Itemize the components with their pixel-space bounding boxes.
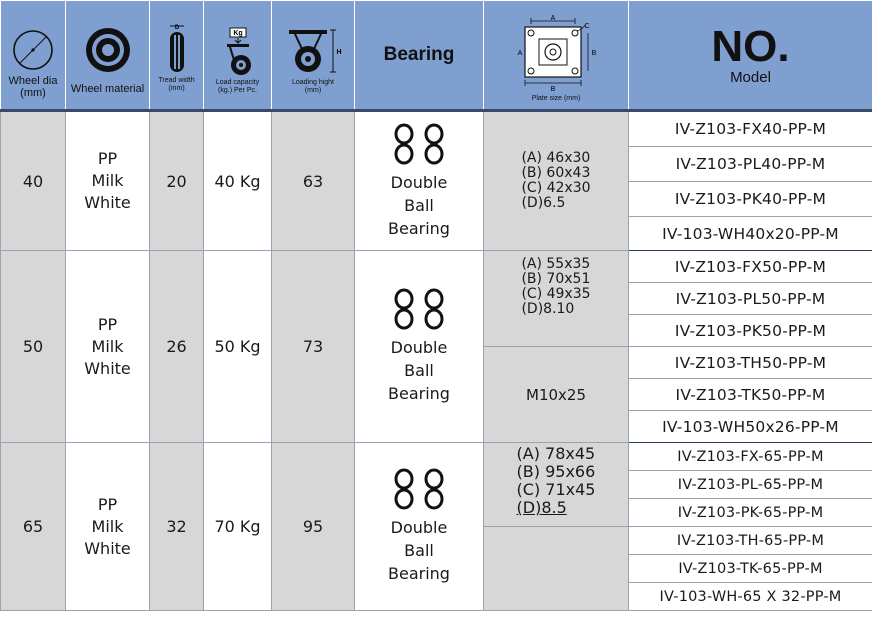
header-row (1, 1, 872, 111)
model-number: IV-103-WH50x26-PP-M (629, 411, 872, 443)
wheel-material-icon (83, 25, 133, 75)
material-name: PP (97, 149, 118, 168)
tread-icon-letter: D (174, 25, 179, 31)
loading-height-cell: 73 (272, 251, 355, 443)
bearing-cell (355, 111, 484, 251)
model-number: IV-Z103-FX40-PP-M (629, 111, 872, 147)
header-load-capacity-unit: (kg.) Per Pc. (218, 87, 257, 94)
header-tread-width-unit: (mm) (168, 85, 185, 92)
plate-size-cell (484, 111, 629, 251)
header-wheel-dia-label: Wheel dia (8, 75, 58, 87)
header-model-number (629, 1, 872, 111)
header-plate-size (484, 1, 629, 111)
tread-width-cell: 32 (150, 443, 204, 611)
header-tread-width (150, 1, 204, 111)
load-capacity-icon (218, 27, 258, 77)
header-wheel-dia (1, 1, 66, 111)
plate-size-empty-cell (484, 527, 629, 611)
plate-dim-d: (D)6.5 (521, 195, 566, 211)
model-number: IV-Z103-PL-65-PP-M (629, 471, 872, 499)
header-plate-size-label: Plate size (mm) (531, 95, 581, 102)
material-color: Milk White (84, 336, 131, 378)
material-name: PP (97, 494, 118, 514)
tread-width-cell: 26 (150, 251, 204, 443)
header-wheel-material (66, 1, 150, 111)
plate-dim-d: (D)8.5 (516, 498, 567, 517)
loading-height-cell: 63 (272, 111, 355, 251)
plate-size-cell (484, 443, 629, 527)
header-wheel-material-label: Wheel material (70, 83, 145, 95)
tread-width-cell: 20 (150, 111, 204, 251)
plate-dim-b: (B) 95x66 (516, 462, 596, 481)
header-loading-height-unit: (mm) (304, 87, 322, 94)
wheel-dia-cell: 40 (1, 111, 66, 251)
loading-height-icon (283, 27, 343, 77)
tread-width-icon (162, 23, 192, 73)
plate-dim-b: (B) 60x43 (521, 165, 591, 181)
plate-letter-b-bottom: B (550, 86, 556, 93)
bearing-line-2: Ball (404, 195, 434, 215)
header-tread-width-label: Tread width (158, 77, 195, 84)
bearing-line-3: Bearing (388, 218, 450, 238)
double-ball-bearing-icon (388, 288, 450, 330)
load-capacity-cell: 40 Kg (204, 111, 272, 251)
model-number: IV-Z103-PL40-PP-M (629, 147, 872, 182)
wheel-dia-cell: 65 (1, 443, 66, 611)
table-row (1, 251, 872, 283)
bearing-line-3: Bearing (388, 384, 450, 403)
load-capacity-cell: 70 Kg (204, 443, 272, 611)
model-number: IV-Z103-PK-65-PP-M (629, 499, 872, 527)
plate-dim-c: (C) 42x30 (521, 180, 591, 196)
plate-size-cell (484, 251, 629, 347)
header-load-capacity-label: Load capacity (215, 79, 260, 86)
wheel-dia-cell: 50 (1, 251, 66, 443)
plate-letter-c: C (584, 23, 590, 30)
plate-letter-a-top: A (550, 15, 556, 22)
plate-dim-d: (D)8.10 (521, 301, 575, 317)
header-bearing (355, 1, 484, 111)
bearing-line-1: Double (390, 518, 448, 537)
wheel-material-cell (66, 251, 150, 443)
plate-dim-a: (A) 55x35 (521, 256, 591, 272)
material-color: Milk White (84, 171, 131, 212)
model-number: IV-Z103-PL50-PP-M (629, 283, 872, 315)
header-wheel-dia-unit: (mm) (20, 87, 46, 99)
material-name: PP (97, 314, 118, 334)
wheel-material-cell (66, 111, 150, 251)
header-load-capacity (204, 1, 272, 111)
model-number: IV-Z103-FX-65-PP-M (629, 443, 872, 471)
plate-dim-a: (A) 78x45 (516, 444, 596, 463)
model-number: IV-Z103-PK50-PP-M (629, 315, 872, 347)
wheel-material-cell (66, 443, 150, 611)
double-ball-bearing-icon (388, 123, 450, 165)
plate-size-icon (511, 15, 601, 95)
bearing-line-1: Double (390, 172, 448, 192)
model-number: IV-Z103-PK40-PP-M (629, 182, 872, 217)
loading-height-cell: 95 (272, 443, 355, 611)
model-number: IV-Z103-FX50-PP-M (629, 251, 872, 283)
load-icon-label: Kg (232, 30, 243, 37)
wheel-diameter-icon (11, 28, 55, 72)
thread-size-cell: M10x25 (484, 347, 629, 443)
plate-dim-c: (C) 49x35 (521, 286, 591, 302)
header-model-label: Model (730, 68, 771, 86)
plate-dim-a: (A) 46x30 (521, 150, 591, 166)
model-number: IV-Z103-TH50-PP-M (629, 347, 872, 379)
bearing-cell (355, 443, 484, 611)
model-number: IV-Z103-TK-65-PP-M (629, 555, 872, 583)
plate-letter-a-left: A (517, 50, 523, 57)
header-loading-height-label: Loading hight (291, 79, 335, 86)
model-number: IV-Z103-TK50-PP-M (629, 379, 872, 411)
bearing-cell (355, 251, 484, 443)
table-row (1, 111, 872, 147)
height-icon-letter: H (336, 49, 342, 56)
double-ball-bearing-icon (388, 468, 450, 510)
load-capacity-cell: 50 Kg (204, 251, 272, 443)
header-bearing-label: Bearing (383, 44, 455, 65)
table-row (1, 443, 872, 471)
model-number: IV-103-WH-65 X 32-PP-M (629, 583, 872, 611)
bearing-line-3: Bearing (388, 564, 450, 583)
model-number: IV-Z103-TH-65-PP-M (629, 527, 872, 555)
material-color: Milk White (84, 516, 131, 558)
plate-letter-b-right: B (591, 50, 597, 57)
plate-dim-b: (B) 70x51 (521, 271, 591, 287)
plate-dim-c: (C) 71x45 (516, 480, 596, 499)
model-number: IV-103-WH40x20-PP-M (629, 217, 872, 251)
header-loading-height (272, 1, 355, 111)
bearing-line-2: Ball (404, 361, 434, 380)
header-no-label: NO. (711, 21, 790, 71)
bearing-line-2: Ball (404, 541, 434, 560)
bearing-line-1: Double (390, 338, 448, 357)
